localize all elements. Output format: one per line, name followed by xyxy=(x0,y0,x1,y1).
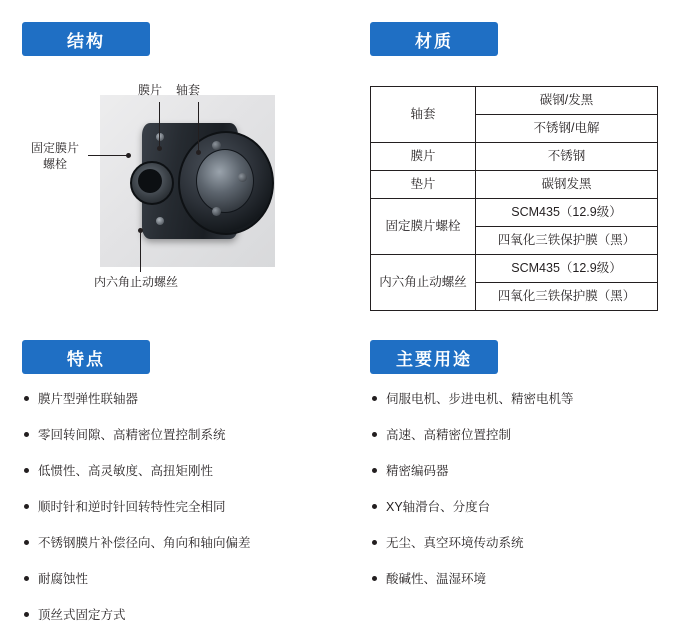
coupling-set-screw xyxy=(156,133,164,141)
section-header-structure: 结构 xyxy=(22,22,150,56)
table-cell-key: 膜片 xyxy=(371,143,476,171)
material-table-wrapper xyxy=(370,86,658,311)
structure-figure xyxy=(22,70,342,300)
list-item: 顺时针和逆时针回转特性完全相同 xyxy=(22,498,352,516)
figure-label-bushing: 轴套 xyxy=(176,83,201,97)
figure-label-hex-set-screw: 内六角止动螺丝 xyxy=(94,275,179,289)
list-item: 酸碱性、温湿环境 xyxy=(370,570,670,588)
list-item: 不锈钢膜片补偿径向、角向和轴向偏差 xyxy=(22,534,352,552)
coupling-bore-inner xyxy=(138,169,162,193)
leader-dot-hex-screw xyxy=(138,228,143,233)
coupling-bolt xyxy=(212,141,221,150)
uses-list xyxy=(370,390,670,606)
table-row xyxy=(371,87,658,115)
section-header-uses: 主要用途 xyxy=(370,340,498,374)
coupling-photo xyxy=(100,95,275,267)
table-cell-key: 垫片 xyxy=(371,171,476,199)
leader-line-bushing xyxy=(198,102,199,152)
table-cell-value: 碳钢发黑 xyxy=(476,171,658,199)
list-item: XY轴滑台、分度台 xyxy=(370,498,670,516)
table-cell-value: SCM435（12.9级） xyxy=(476,199,658,227)
features-list xyxy=(22,390,352,642)
coupling-bolt xyxy=(238,173,247,182)
table-cell-value: SCM435（12.9级） xyxy=(476,255,658,283)
leader-dot-fixing-bolt xyxy=(126,153,131,158)
material-table xyxy=(370,86,658,311)
figure-label-diaphragm: 膜片 xyxy=(138,83,163,97)
list-item: 精密编码器 xyxy=(370,462,670,480)
list-item: 高速、高精密位置控制 xyxy=(370,426,670,444)
table-cell-key: 固定膜片螺栓 xyxy=(371,199,476,255)
leader-line-fixing-bolt xyxy=(88,155,130,156)
leader-dot-bushing xyxy=(196,150,201,155)
coupling-illustration xyxy=(126,117,254,245)
leader-line-diaphragm xyxy=(159,102,160,148)
list-item: 零回转间隙、高精密位置控制系统 xyxy=(22,426,352,444)
list-item: 顶丝式固定方式 xyxy=(22,606,352,624)
table-row xyxy=(371,171,658,199)
leader-line-hex-screw xyxy=(140,230,141,272)
figure-label-fixing-bolt: 固定膜片螺栓 xyxy=(30,141,79,171)
coupling-bolt xyxy=(212,207,221,216)
section-header-features: 特点 xyxy=(22,340,150,374)
table-cell-key: 轴套 xyxy=(371,87,476,143)
table-cell-key: 内六角止动螺丝 xyxy=(371,255,476,311)
table-cell-value: 不锈钢 xyxy=(476,143,658,171)
list-item: 无尘、真空环境传动系统 xyxy=(370,534,670,552)
table-row xyxy=(371,143,658,171)
list-item: 膜片型弹性联轴器 xyxy=(22,390,352,408)
list-item: 耐腐蚀性 xyxy=(22,570,352,588)
table-cell-value: 不锈钢/电解 xyxy=(476,115,658,143)
list-item: 低惯性、高灵敏度、高扭矩刚性 xyxy=(22,462,352,480)
table-cell-value: 四氧化三铁保护膜（黑） xyxy=(476,283,658,311)
table-row xyxy=(371,199,658,227)
table-cell-value: 碳钢/发黑 xyxy=(476,87,658,115)
table-cell-value: 四氧化三铁保护膜（黑） xyxy=(476,227,658,255)
list-item: 伺服电机、步进电机、精密电机等 xyxy=(370,390,670,408)
table-row xyxy=(371,255,658,283)
section-header-material: 材质 xyxy=(370,22,498,56)
coupling-set-screw xyxy=(156,217,164,225)
leader-dot-diaphragm xyxy=(157,146,162,151)
